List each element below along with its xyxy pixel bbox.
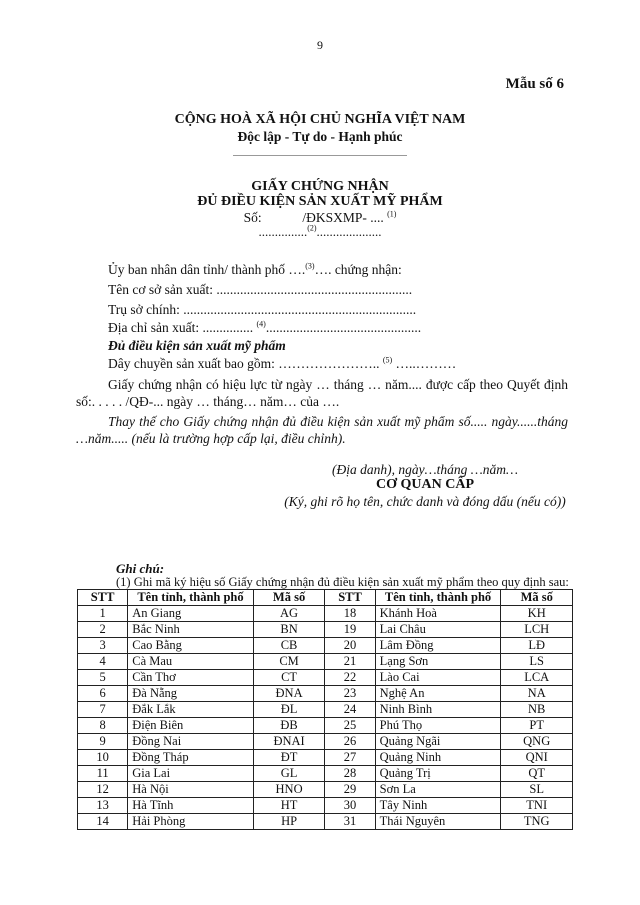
page-number: 9 xyxy=(317,38,323,52)
province-name: Ninh Bình xyxy=(375,702,501,718)
row-number: 25 xyxy=(325,718,375,734)
row-number: 24 xyxy=(325,702,375,718)
province-name: Tây Ninh xyxy=(375,798,501,814)
province-code: LĐ xyxy=(501,638,573,654)
province-code: LCA xyxy=(501,670,573,686)
table-row xyxy=(78,622,573,638)
row-number: 11 xyxy=(78,766,128,782)
eligibility-heading: Đủ điều kiện sản xuất mỹ phẩm xyxy=(108,338,286,353)
production-lines-text: Dây chuyền sản xuất bao gồm: ………………….. xyxy=(108,356,380,371)
issuer-line xyxy=(76,262,568,278)
province-name: Hà Nội xyxy=(128,782,253,798)
province-name: Cần Thơ xyxy=(128,670,253,686)
province-name: Hải Phòng xyxy=(128,814,253,830)
table-row xyxy=(78,702,573,718)
province-name: Đồng Tháp xyxy=(128,750,253,766)
column-header: STT xyxy=(78,590,128,606)
province-code: ĐNAI xyxy=(253,734,325,750)
province-code: KH xyxy=(501,606,573,622)
certificate-number-prefix: Số: xyxy=(243,210,262,225)
row-number: 1 xyxy=(78,606,128,622)
table-row xyxy=(78,750,573,766)
notes-heading: Ghi chú: xyxy=(116,561,165,576)
facility-name-line: Tên cơ sở sản xuất: .......................................................... xyxy=(108,282,413,297)
table-row xyxy=(78,638,573,654)
date-dots: .................... xyxy=(316,224,382,239)
province-code: CM xyxy=(253,654,325,670)
certificate-number-code: /ĐKSXMP- .... xyxy=(302,210,384,225)
province-code: HP xyxy=(253,814,325,830)
province-code: TNI xyxy=(501,798,573,814)
column-header: Tên tỉnh, thành phố xyxy=(375,590,501,606)
province-name: Điện Biên xyxy=(128,718,253,734)
signature-place-date: (Địa danh), ngày…tháng …năm… xyxy=(332,462,518,477)
province-code: TNG xyxy=(501,814,573,830)
province-name: Quảng Ninh xyxy=(375,750,501,766)
province-name: Gia Lai xyxy=(128,766,253,782)
province-name: Lai Châu xyxy=(375,622,501,638)
province-name: Hà Tĩnh xyxy=(128,798,253,814)
province-code: QNI xyxy=(501,750,573,766)
row-number: 29 xyxy=(325,782,375,798)
row-number: 6 xyxy=(78,686,128,702)
province-name: Thái Nguyên xyxy=(375,814,501,830)
province-name: An Giang xyxy=(128,606,253,622)
province-code: BN xyxy=(253,622,325,638)
province-name: Cà Mau xyxy=(128,654,253,670)
province-name: Phú Thọ xyxy=(375,718,501,734)
issuer-text: Ủy ban nhân dân tỉnh/ thành phố …. xyxy=(108,262,306,277)
province-code: HT xyxy=(253,798,325,814)
signature-instruction: (Ký, ghi rõ họ tên, chức danh và đóng dấu (nếu có)) xyxy=(284,494,566,509)
province-name: Đồng Nai xyxy=(128,734,253,750)
province-name: Cao Bằng xyxy=(128,638,253,654)
province-name: Lào Cai xyxy=(375,670,501,686)
footnote-ref-3: (3) xyxy=(305,261,315,271)
province-code: SL xyxy=(501,782,573,798)
province-code: AG xyxy=(253,606,325,622)
table-row xyxy=(78,734,573,750)
footnote-ref-1: (1) xyxy=(387,209,397,219)
province-code: QT xyxy=(501,766,573,782)
province-code: NB xyxy=(501,702,573,718)
province-name: Bắc Ninh xyxy=(128,622,253,638)
province-name: Sơn La xyxy=(375,782,501,798)
row-number: 12 xyxy=(78,782,128,798)
validity-paragraph: Giấy chứng nhận có hiệu lực từ ngày … tháng … năm.... được cấp theo Quyết định số:. . . . . /QĐ-... ngày … tháng… năm… của …. xyxy=(76,377,568,409)
address-text: .............................................. xyxy=(265,320,422,335)
province-name: Lạng Sơn xyxy=(375,654,501,670)
replacement-paragraph: Thay thế cho Giấy chứng nhận đủ điều kiện sản xuất mỹ phẩm số..... ngày......tháng …năm..... (nếu là trường hợp cấp lại, điều chỉnh). xyxy=(76,414,568,446)
table-row xyxy=(78,718,573,734)
column-header: STT xyxy=(325,590,375,606)
row-number: 19 xyxy=(325,622,375,638)
row-number: 31 xyxy=(325,814,375,830)
production-address-line xyxy=(76,320,568,336)
province-code: CT xyxy=(253,670,325,686)
footnote-ref-2: (2) xyxy=(307,223,317,233)
province-code: ĐB xyxy=(253,718,325,734)
province-code: HNO xyxy=(253,782,325,798)
row-number: 13 xyxy=(78,798,128,814)
row-number: 28 xyxy=(325,766,375,782)
table-row xyxy=(78,798,573,814)
province-name: Đà Nẵng xyxy=(128,686,253,702)
footnote-ref-4: (4) xyxy=(256,319,266,329)
head-office-line: Trụ sở chính: ..................................................................... xyxy=(108,302,417,317)
province-name: Khánh Hoà xyxy=(375,606,501,622)
province-code: LCH xyxy=(501,622,573,638)
row-number: 20 xyxy=(325,638,375,654)
issuer-text: …. chứng nhận: xyxy=(314,262,402,277)
column-header: Mã số xyxy=(253,590,325,606)
row-number: 5 xyxy=(78,670,128,686)
province-code-table xyxy=(77,589,573,830)
column-header: Tên tỉnh, thành phố xyxy=(128,590,253,606)
header-divider xyxy=(233,155,407,156)
province-code: ĐL xyxy=(253,702,325,718)
row-number: 8 xyxy=(78,718,128,734)
table-row xyxy=(78,814,573,830)
table-row xyxy=(78,606,573,622)
province-name: Quảng Trị xyxy=(375,766,501,782)
province-code: GL xyxy=(253,766,325,782)
province-name: Đắk Lắk xyxy=(128,702,253,718)
province-code: QNG xyxy=(501,734,573,750)
note-1: (1) Ghi mã ký hiệu số Giấy chứng nhận đủ điều kiện sản xuất mỹ phẩm theo quy định sau: xyxy=(116,575,569,589)
row-number: 23 xyxy=(325,686,375,702)
row-number: 2 xyxy=(78,622,128,638)
row-number: 18 xyxy=(325,606,375,622)
row-number: 14 xyxy=(78,814,128,830)
certificate-date-line xyxy=(0,224,640,240)
address-text: Địa chỉ sản xuất: ............... xyxy=(108,320,254,335)
row-number: 10 xyxy=(78,750,128,766)
row-number: 4 xyxy=(78,654,128,670)
province-code: ĐT xyxy=(253,750,325,766)
province-code: LS xyxy=(501,654,573,670)
date-dots: ............... xyxy=(258,224,308,239)
row-number: 27 xyxy=(325,750,375,766)
production-lines-line xyxy=(76,356,568,372)
row-number: 9 xyxy=(78,734,128,750)
province-name: Quảng Ngãi xyxy=(375,734,501,750)
production-lines-text: …..……… xyxy=(392,356,457,371)
province-code: NA xyxy=(501,686,573,702)
table-row xyxy=(78,782,573,798)
nation-heading: CỘNG HOÀ XÃ HỘI CHỦ NGHĨA VIỆT NAM xyxy=(174,112,466,127)
row-number: 30 xyxy=(325,798,375,814)
column-header: Mã số xyxy=(501,590,573,606)
province-code: ĐNA xyxy=(253,686,325,702)
table-row xyxy=(78,686,573,702)
row-number: 26 xyxy=(325,734,375,750)
table-row xyxy=(78,654,573,670)
table-row xyxy=(78,766,573,782)
row-number: 22 xyxy=(325,670,375,686)
form-number: Mẫu số 6 xyxy=(505,76,564,92)
row-number: 3 xyxy=(78,638,128,654)
table-row xyxy=(78,670,573,686)
province-code: CB xyxy=(253,638,325,654)
row-number: 21 xyxy=(325,654,375,670)
issuing-authority: CƠ QUAN CẤP xyxy=(376,477,474,492)
certificate-title: GIẤY CHỨNG NHẬN xyxy=(251,179,389,194)
table-header-row xyxy=(78,590,573,606)
certificate-subtitle: ĐỦ ĐIỀU KIỆN SẢN XUẤT MỸ PHẨM xyxy=(197,194,443,209)
province-name: Nghệ An xyxy=(375,686,501,702)
province-code: PT xyxy=(501,718,573,734)
footnote-ref-5: (5) xyxy=(382,355,393,365)
province-name: Lâm Đồng xyxy=(375,638,501,654)
row-number: 7 xyxy=(78,702,128,718)
national-motto: Độc lập - Tự do - Hạnh phúc xyxy=(237,129,403,144)
